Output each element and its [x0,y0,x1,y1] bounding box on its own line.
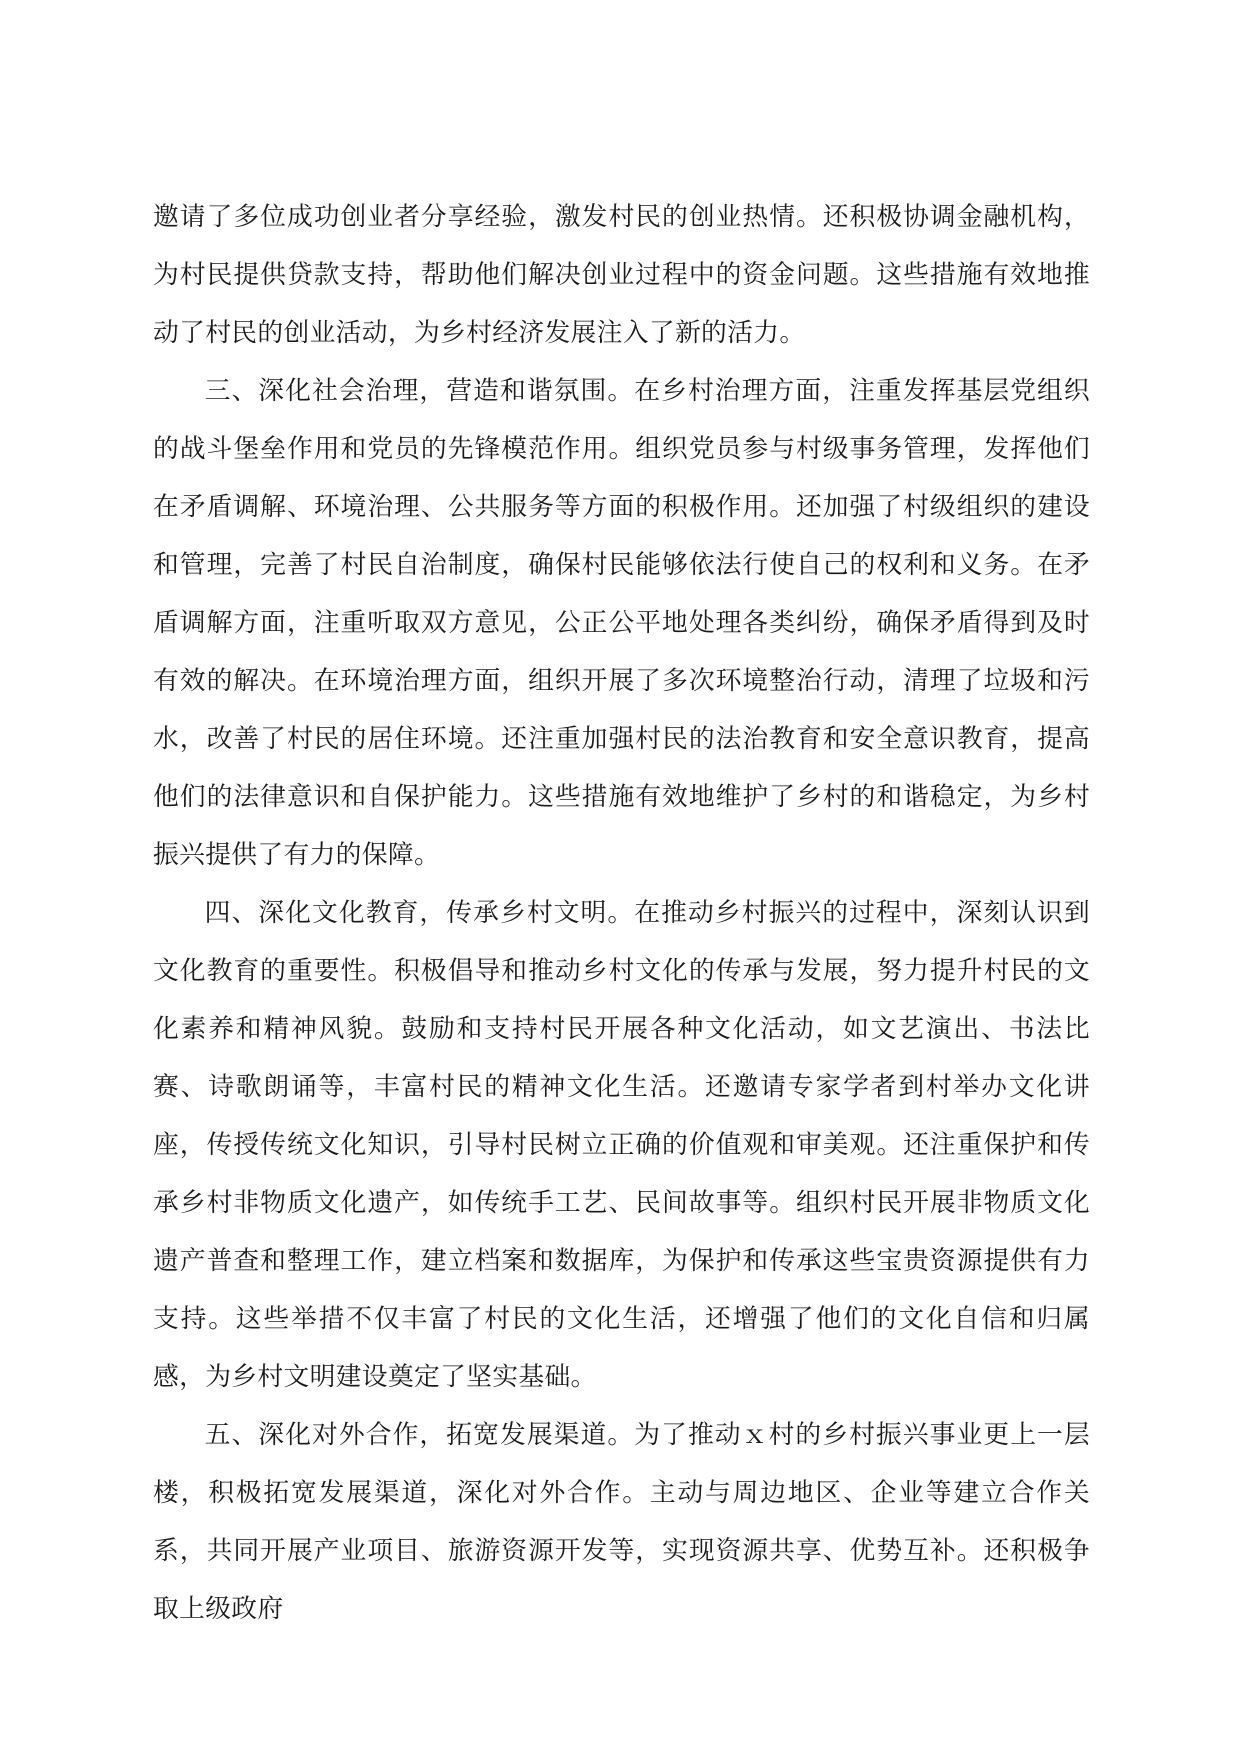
paragraph-social-governance: 三、深化社会治理，营造和谐氛围。在乡村治理方面，注重发挥基层党组织的战斗堡垒作用和党员的先锋模范作用。组织党员参与村级事务管理，发挥他们在矛盾调解、环境治理、公共服务等方面的积极作用。还加强了村级组织的建设和管理，完善了村民自治制度，确保村民能够依法行使自己的权利和义务。在矛盾调解方面，注重听取双方意见，公正公平地处理各类纠纷，确保矛盾得到及时有效的解决。在环境治理方面，组织开展了多次环境整治行动，清理了垃圾和污水，改善了村民的居住环境。还注重加强村民的法治教育和安全意识教育，提高他们的法律意识和自保护能力。这些措施有效地维护了乡村的和谐稳定，为乡村振兴提供了有力的保障。 [153,376,1090,870]
paragraph-entrepreneurship-continued: 邀请了多位成功创业者分享经验，激发村民的创业热情。还积极协调金融机构，为村民提供贷款支持，帮助他们解决创业过程中的资金问题。这些措施有效地推动了村民的创业活动，为乡村经济发展注入了新的活力。 [153,202,1090,348]
paragraph-external-cooperation: 五、深化对外合作，拓宽发展渠道。为了推动ｘ村的乡村振兴事业更上一层楼，积极拓宽发展渠道，深化对外合作。主动与周边地区、企业等建立合作关系，共同开展产业项目、旅游资源开发等，实现资源共享、优势互补。还积极争取上级政府 [153,1420,1090,1624]
paragraph-cultural-education: 四、深化文化教育，传承乡村文明。在推动乡村振兴的过程中，深刻认识到文化教育的重要性。积极倡导和推动乡村文化的传承与发展，努力提升村民的文化素养和精神风貌。鼓励和支持村民开展各种文化活动，如文艺演出、书法比赛、诗歌朗诵等，丰富村民的精神文化生活。还邀请专家学者到村举办文化讲座，传授传统文化知识，引导村民树立正确的价值观和审美观。还注重保护和传承乡村非物质文化遗产，如传统手工艺、民间故事等。组织村民开展非物质文化遗产普查和整理工作，建立档案和数据库，为保护和传承这些宝贵资源提供有力支持。这些举措不仅丰富了村民的文化生活，还增强了他们的文化自信和归属感，为乡村文明建设奠定了坚实基础。 [153,898,1090,1392]
document-page [153,188,1090,1638]
